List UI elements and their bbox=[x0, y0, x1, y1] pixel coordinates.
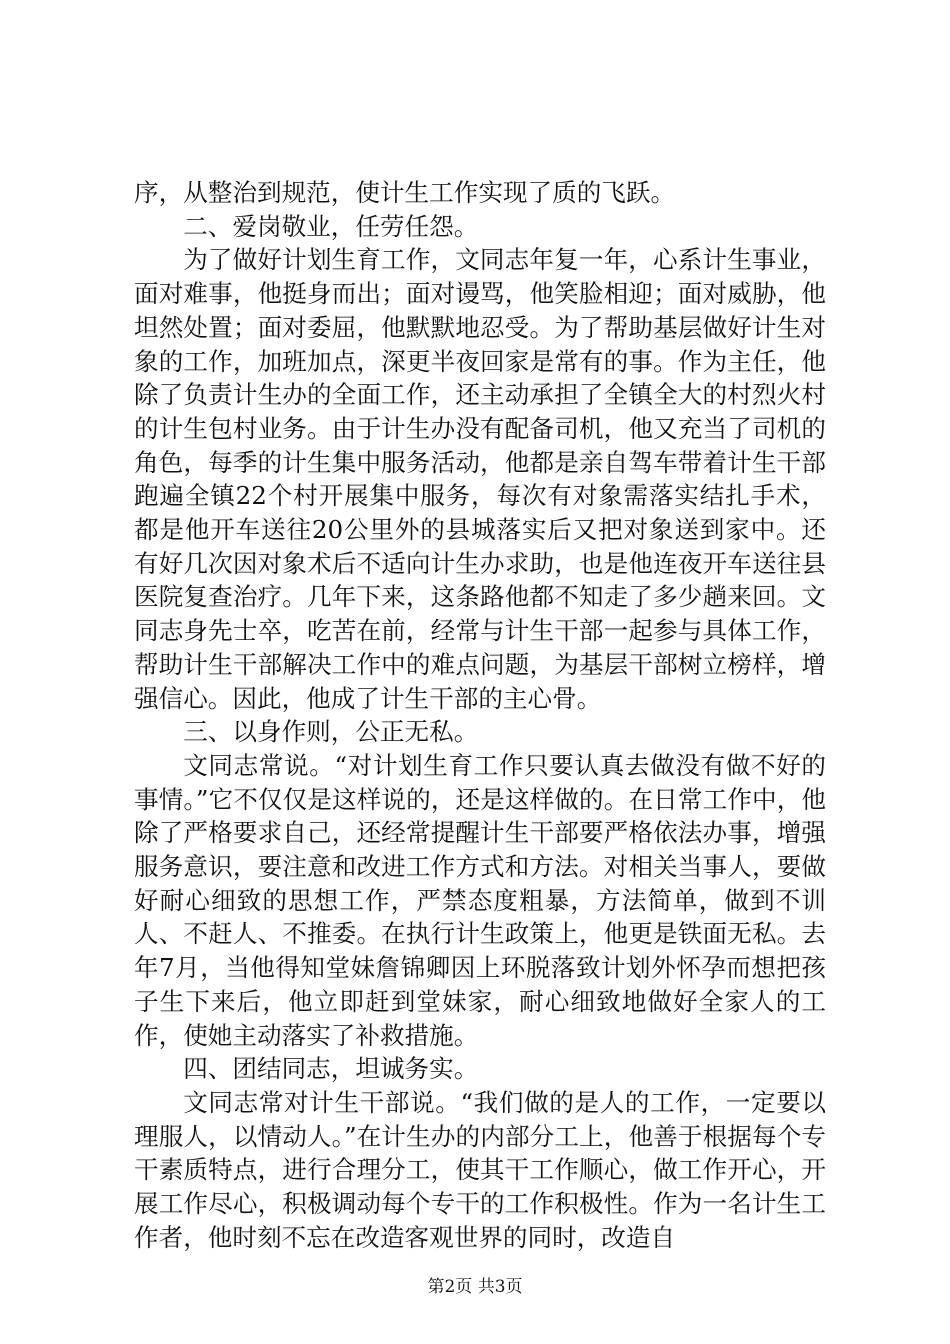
paragraph: 文同志常对计生干部说。“我们做的是人的工作，一定要以理服人，以情动人。”在计生办的内部分工上，他善于根据每个专干素质特点，进行合理分工，使其干工作顺心，做工作开心，开展工作尽心，积极调动每个专干的工作积极性。作为一名计生工作者，他时刻不忘在改造客观世界的同时，改造自 bbox=[134, 1087, 826, 1252]
document-body bbox=[134, 176, 826, 1255]
page-footer: 第2页 共3页 bbox=[427, 1277, 523, 1297]
paragraph: 文同志常说。“对计划生育工作只要认真去做没有做不好的事情。”它不仅仅是这样说的，还是这样做的。在日常工作中，他除了严格要求自己，还经常提醒计生干部要严格依法办事，增强服务意识，要注意和改进工作方式和方法。对相关当事人，要做好耐心细致的思想工作，严禁态度粗暴，方法简单，做到不训人、不赶人、不推委。在执行计生政策上，他更是铁面无私。去年7月，当他得知堂妹詹锦卿因上环脱落致计划外怀孕而想把孩子生下来后，他立即赶到堂妹家，耐心细致地做好全家人的工作，使她主动落实了补救措施。 bbox=[134, 750, 826, 1050]
section-heading-2: 二、爱岗敬业，任劳任怨。 bbox=[183, 211, 479, 241]
section-heading-3: 三、以身作则，公正无私。 bbox=[183, 717, 479, 747]
paragraph: 为了做好计划生育工作，文同志年复一年，心系计生事业，面对难事，他挺身而出；面对谩骂，他笑脸相迎；面对威胁，他坦然处置；面对委屈，他默默地忍受。为了帮助基层做好计生对象的工作，加班加点，深更半夜回家是常有的事。作为主任，他除了负责计生办的全面工作，还主动承担了全镇全大的村烈火村的计生包村业务。由于计生办没有配备司机，他又充当了司机的角色，每季的计生集中服务活动，他都是亲自驾车带着计生干部跑遍全镇22个村开展集中服务，每次有对象需落实结扎手术，都是他开车送往20公里外的县城落实后又把对象送到家中。还有好几次因对象术后不适向计生办求助，也是他连夜开车送往县医院复查治疗。几年下来，这条路他都不知走了多少趟来回。文同志身先士卒，吃苦在前，经常与计生干部一起参与具体工作，帮助计生干部解决工作中的难点问题，为基层干部树立榜样，增强信心。因此，他成了计生干部的主心骨。 bbox=[134, 245, 826, 713]
paragraph-continuation: 序，从整治到规范，使计生工作实现了质的飞跃。 bbox=[134, 178, 676, 207]
section-heading-4: 四、团结同志，坦诚务实。 bbox=[183, 1054, 479, 1084]
